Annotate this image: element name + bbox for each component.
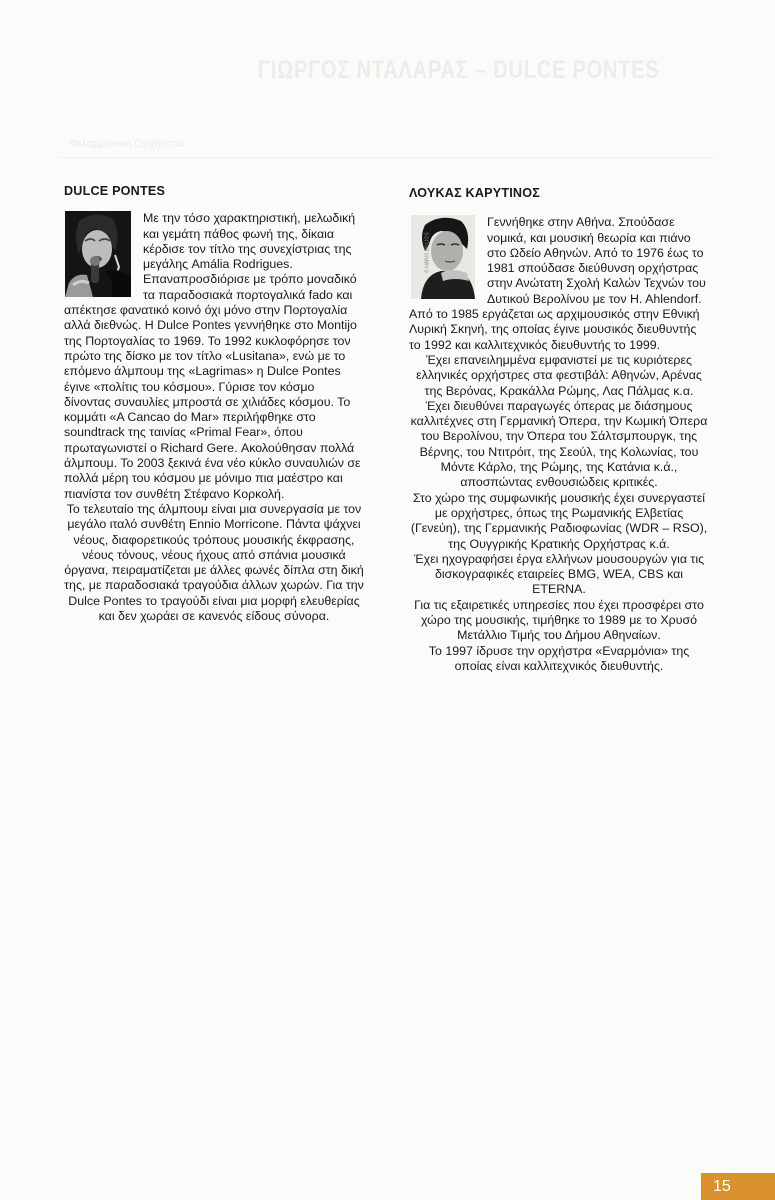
dulce-pontes-section	[64, 184, 364, 624]
dulce-pontes-heading: DULCE PONTES	[64, 184, 166, 198]
loukas-karytinos-bio-4: Στο χώρο της συμφωνικής μουσικής έχει συνεργαστεί με ορχήστρες, όπως της Ρωμανικής Ελβετίας (Γενεύη), της Γερμανικής Ραδιοφωνίας (WDR – RSO), της Ουγγρικής Κρατικής Ορχήστρας κ.ά.	[410, 490, 708, 551]
dulce-pontes-photo	[65, 211, 131, 297]
loukas-karytinos-bio-6: Για τις εξαιρετικές υπηρεσίες που έχει προσφέρει στο χώρο της μουσικής, τιμήθηκε το 1989 με το Χρυσό Μετάλλιο Τιμής του Δήμου Αθηναίων.	[414, 597, 704, 643]
show-through-line	[60, 157, 715, 158]
dulce-pontes-bio-1: Με την τόσο χαρακτηριστική, μελωδική και γεμάτη πάθος φωνή της, δίκαια κέρδισε τον τίτλο της συνεχίστριας της μεγάλης Amália Rodrigues. Επαναπροσδιόρισε με τρόπο μοναδικό τα παραδοσιακά πορτογαλικά fado και απέκτησε φανατικό κοινό όχι μόνο στην Πορτογαλία αλλά διεθνώς. Η Dulce Pontes γεννήθηκε στο Montijo της Πορτογαλίας το 1969. Το 1992 κυκλοφόρησε τον πρώτο της δίσκο με τον τίτλο «Lusitana», ενώ με το επόμενο άλμπουμ της «Lagrimas» η Dulce Pontes έγινε «πολίτις του κόσμου». Γύρισε τον κόσμο δίνοντας συναυλίες μπροστά σε χιλιάδες κόσμου. Το κομμάτι «A Cancao do Mar» περιλήφθηκε στο soundtrack της ταινίας «Primal Fear», όπου πρωταγωνιστεί ο Richard Gere. Ακολούθησαν πολλά άλμπουμ. Το 2003 ξεκινά ένα νέο κύκλο συναυλιών σε πολλά μέρη του κόσμου με μόνιμο πια μαέστρο και πιανίστα τον συνθέτη Στέφανο Κορκολή.	[64, 211, 361, 501]
loukas-karytinos-bio-7: Το 1997 ίδρυσε την ορχήστρα «Εναρμόνια» της οποίας είναι καλλιτεχνικός διευθυντής.	[428, 643, 690, 673]
loukas-karytinos-photo	[411, 215, 475, 299]
page-number: 15	[701, 1173, 775, 1200]
loukas-karytinos-bio-1: Γεννήθηκε στην Αθήνα. Σπούδασε νομικά, και μουσική θεωρία και πιάνο στο Ωδείο Αθηνών. Από το 1976 έως το 1981 σπούδασε διεύθυνση ορχήστρας στην Ανώτατη Σχολή Καλών Τεχνών του Δυτικού Βερολίνου με τον H. Ahlendorf. Από το 1985 εργάζεται ως αρχιμουσικός στην Εθνική Λυρική Σκηνή, της οποίας έγινε μουσικός διευθυντής το 1992 και καλλιτεχνικός διευθυντής το 1999.	[409, 215, 706, 352]
loukas-karytinos-bio-2: Έχει επανειλημμένα εμφανιστεί με τις κυριότερες ελληνικές ορχήστρες στα φεστιβάλ: Αθηνών, Αρένας της Βερόνας, Κρακάλλα Ρώμης, Λας Πάλμας κ.α.	[416, 352, 702, 398]
dulce-pontes-bio-2: Το τελευταίο της άλμπουμ είναι μια συνεργασία με τον μεγάλο ιταλό συνθέτη Ennio Morricone. Πάντα ψάχνει νέους, διαφορετικούς τρόπους μουσικής έκφρασης, νέους τόνους, νέους ήχους από σπάνια μουσικά όργανα, πειραματίζεται με άλλες φωνές δίπλα στη δική της, με παραδοσιακά τραγούδια άλλων χωρών. Για την Dulce Pontes το τραγούδι είναι μια μορφή ελευθερίας και δεν χωράει σε κανενός είδους σύνορα.	[64, 501, 364, 624]
photo-credit: © HARIS BILLIOS	[424, 232, 431, 274]
show-through-subtitle: Φιλαρμονική Ορχήστρα	[70, 138, 185, 150]
loukas-karytinos-bio-5: Έχει ηχογραφήσει έργα ελλήνων μουσουργών για τις δισκογραφικές εταιρείες BMG, WEA, CBS και ETERNA.	[413, 551, 705, 597]
loukas-karytinos-bio-3: Έχει διευθύνει παραγωγές όπερας με διάσημους καλλιτέχνες στη Γερμανική Όπερα, την Κωμική Όπερα του Βερολίνου, την Όπερα του Σάλτσμπουργκ, της Βέρνης, του Ντιτρόιτ, της Σεούλ, της Κολωνίας, του Μόντε Κάρλο, της Ρώμης, της Κατάνια κ.ά., αποσπώντας ενθουσιώδεις κριτικές.	[410, 398, 708, 490]
loukas-karytinos-section	[409, 186, 709, 674]
loukas-karytinos-heading: ΛΟΥΚΑΣ ΚΑΡΥΤΙΝΟΣ	[409, 186, 540, 200]
show-through-title: ΓΙΩΡΓΟΣ ΝΤΑΛΑΡΑΣ – DULCE PONTES	[258, 56, 660, 84]
